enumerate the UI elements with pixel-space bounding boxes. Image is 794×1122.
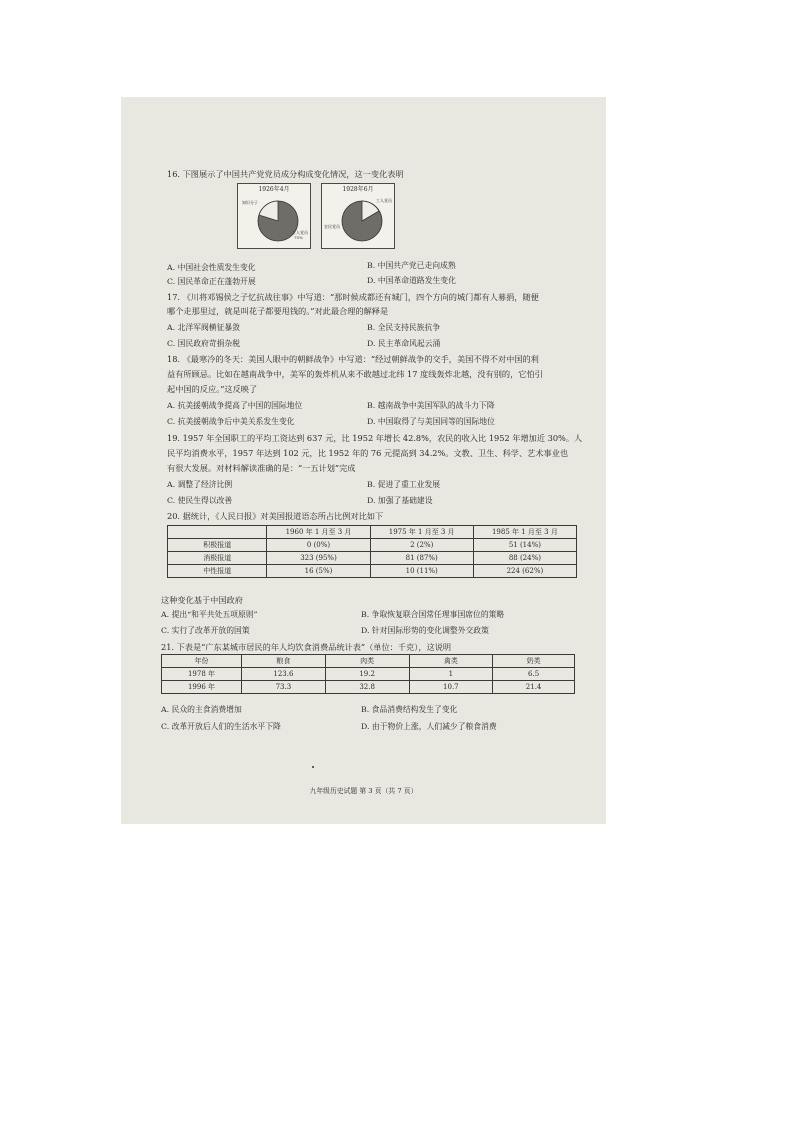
table-header-cell: 1985 年 1 月至 3 月 [473,526,576,539]
pie-1926-label-a: 知识分子 [242,200,258,205]
pie-1926-label-b: 工人党员 [292,230,308,235]
q21-stem: 21. 下表是“广东某城市居民的年人均饮食消费品统计表”（单位：千克），这说明 [161,642,452,652]
q18-option-b: B. 越南战争中美国军队的战斗力下降 [367,401,495,410]
q18-option-d: D. 中国取得了与美国同等的国际地位 [367,417,495,426]
pie-1926-pct: 75% [294,235,303,240]
page-footer: 九年级历史试题 第 3 页（共 7 页） [309,787,418,795]
table-cell: 81 (87%) [370,552,473,565]
pie-1928-title: 1928年6月 [342,186,374,193]
stray-mark [312,766,314,768]
pie-1926-title: 1926年4月 [258,186,290,193]
q20-stem: 20. 据统计，《人民日报》对美国报道语态所占比例对比如下 [167,511,384,521]
q17-line-2: 哪个走那里过，就是叫花子都要甩钱的。”对此最合理的解释是 [167,306,389,316]
pie-1928-label-a: 工人党员 [376,198,392,203]
table-cell: 16 (5%) [267,565,370,578]
table-row [168,565,577,578]
q20-after-text: 这种变化基于中国政府 [161,595,243,605]
pie-1928-graphic [322,184,394,248]
table-cell: 51 (14%) [473,539,576,552]
table-cell: 21.4 [493,681,575,694]
pie-chart-1926 [237,183,311,249]
table-cell: 73.3 [242,681,326,694]
table-cell: 1996 年 [162,681,242,694]
q16-option-b: B. 中国共产党已走向成熟 [367,261,456,270]
q21-option-d: D. 由于物价上涨，人们减少了粮食消费 [361,722,497,731]
q16-option-a: A. 中国社会性质发生变化 [167,263,256,272]
q16-option-d: D. 中国革命道路发生变化 [367,276,456,285]
q20-option-d: D. 针对国际形势的变化调整外交政策 [361,626,489,635]
q19-line-1: 19. 1957 年全国职工的平均工资达到 637 元，比 1952 年增长 42.8%，农民的收入比 1952 年增加近 30%。人 [167,433,583,443]
q19-line-2: 民平均消费水平，1957 年达到 102 元，比 1952 年的 76 元提高到 34.2%。文教、卫生、科学、艺术事业也 [167,448,569,458]
q21-option-b: B. 食品消费结构发生了变化 [361,705,458,714]
q21-option-a: A. 民众的主食消费增加 [161,705,242,714]
table-header-cell: 粮食 [242,655,326,668]
q16-stem: 16. 下图展示了中国共产党党员成分构成变化情况，这一变化表明 [167,169,404,179]
q20-table-header-row [168,526,577,539]
q20-option-c: C. 实行了改革开放的国策 [161,626,250,635]
table-cell: 323 (95%) [267,552,370,565]
q18-line-1: 18. 《最寒冷的冬天：美国人眼中的朝鲜战争》中写道：“经过朝鲜战争的交手，美国不得不对中国的利 [167,354,539,364]
table-cell: 消极报道 [168,552,267,565]
q20-option-a: A. 提出“和平共处五项原则” [161,610,258,619]
q16-option-c: C. 国民革命正在蓬勃开展 [167,277,256,286]
table-cell: 123.6 [242,668,326,681]
q20-table [167,525,577,578]
q17-option-a: A. 北洋军阀横征暴敛 [167,323,240,332]
table-cell: 19.2 [325,668,409,681]
table-row [162,681,575,694]
table-row [168,539,577,552]
table-header-cell [168,526,267,539]
q19-option-a: A. 调整了经济比例 [167,480,233,489]
table-cell: 0 (0%) [267,539,370,552]
table-header-cell: 奶类 [493,655,575,668]
q19-option-c: C. 使民生得以改善 [167,496,233,505]
table-cell: 10 (11%) [370,565,473,578]
q17-option-b: B. 全民支持民族抗争 [367,323,441,332]
table-header-cell: 禽类 [409,655,493,668]
table-cell: 1978 年 [162,668,242,681]
q17-line-1: 17. 《川将邓锡侯之子忆抗战往事》中写道：“那时候成都还有城门，四个方向的城门都有人募捐，随便 [167,292,539,302]
q18-option-a: A. 抗美援朝战争提高了中国的国际地位 [167,401,303,410]
q21-option-c: C. 改革开放后人们的生活水平下降 [161,722,281,731]
pie-chart-1928 [321,183,395,249]
table-cell: 88 (24%) [473,552,576,565]
table-cell: 2 (2%) [370,539,473,552]
q21-table-header-row [162,655,575,668]
table-header-cell: 肉类 [325,655,409,668]
q19-option-b: B. 促进了重工业发展 [367,480,441,489]
table-row [162,668,575,681]
table-cell: 中性报道 [168,565,267,578]
q18-option-c: C. 抗美援朝战争后中美关系发生变化 [167,417,295,426]
q20-option-b: B. 争取恢复联合国常任理事国席位的策略 [361,610,505,619]
q17-option-c: C. 国民政府苛捐杂税 [167,339,241,348]
pie-1928-label-b: 农民党员 [324,224,340,229]
table-cell: 224 (62%) [473,565,576,578]
table-cell: 6.5 [493,668,575,681]
q19-line-3: 有很大发展。对材料解读准确的是：“一五计划”完成 [167,463,356,473]
table-header-cell: 1975 年 1 月至 3 月 [370,526,473,539]
table-row [168,552,577,565]
exam-page [121,97,606,824]
table-cell: 10.7 [409,681,493,694]
q19-option-d: D. 加强了基础建设 [367,496,433,505]
table-header-cell: 1960 年 1 月至 3 月 [267,526,370,539]
q17-option-d: D. 民主革命风起云涌 [367,339,441,348]
table-cell: 32.8 [325,681,409,694]
q18-line-3: 起中国的反应。”这反映了 [167,384,258,394]
q18-line-2: 益有所顾忌。比如在越南战争中，美军的轰炸机从来不敢越过北纬 17 度线轰炸北越，没有别的，它怕引 [167,369,543,379]
table-cell: 积极报道 [168,539,267,552]
table-header-cell: 年份 [162,655,242,668]
table-cell: 1 [409,668,493,681]
q21-table [161,654,575,694]
